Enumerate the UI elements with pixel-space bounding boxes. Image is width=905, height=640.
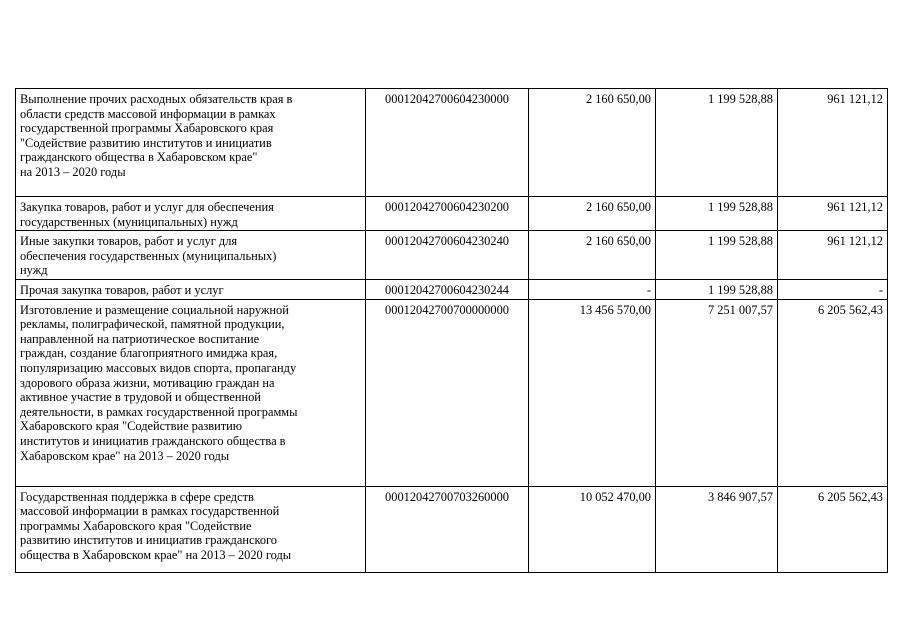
- row-name: Государственная поддержка в сфере средств массовой информации в рамках государственной программы Хабаровского края "Содействие развитию институтов и инициатив гражданского общества в Хабаровском крае" на 2013 – 2020 годы: [16, 486, 366, 572]
- table-row: [16, 486, 888, 572]
- table-row: [16, 231, 888, 280]
- row-name: Закупка товаров, работ и услуг для обеспечения государственных (муниципальных) нужд: [16, 197, 366, 231]
- table-row: [16, 299, 888, 486]
- row-name: Иные закупки товаров, работ и услуг для обеспечения государственных (муниципальных) нужд: [16, 231, 366, 280]
- row-approved: 2 160 650,00: [529, 231, 656, 280]
- row-remaining: 961 121,12: [778, 197, 888, 231]
- row-executed: 1 199 528,88: [656, 279, 778, 299]
- row-remaining: -: [778, 279, 888, 299]
- row-name: Выполнение прочих расходных обязательств края в области средств массовой информации в рамках государственной программы Хабаровского края "Содействие развитию институтов и инициатив гражданского общества в Хабаровском крае" на 2013 – 2020 годы: [16, 89, 366, 197]
- row-remaining: 961 121,12: [778, 89, 888, 197]
- table-row: [16, 197, 888, 231]
- row-code: 00012042700604230000: [366, 89, 529, 197]
- row-code: 00012042700700000000: [366, 299, 529, 486]
- row-executed: 1 199 528,88: [656, 197, 778, 231]
- row-remaining: 6 205 562,43: [778, 299, 888, 486]
- row-code: 00012042700703260000: [366, 486, 529, 572]
- row-code: 00012042700604230244: [366, 279, 529, 299]
- row-executed: 1 199 528,88: [656, 89, 778, 197]
- row-remaining: 6 205 562,43: [778, 486, 888, 572]
- table-row: [16, 89, 888, 197]
- row-approved: 2 160 650,00: [529, 89, 656, 197]
- row-approved: 10 052 470,00: [529, 486, 656, 572]
- row-approved: 13 456 570,00: [529, 299, 656, 486]
- row-approved: 2 160 650,00: [529, 197, 656, 231]
- row-executed: 1 199 528,88: [656, 231, 778, 280]
- row-name: Прочая закупка товаров, работ и услуг: [16, 279, 366, 299]
- budget-table: [15, 88, 888, 573]
- row-approved: -: [529, 279, 656, 299]
- row-code: 00012042700604230240: [366, 231, 529, 280]
- table-row: [16, 279, 888, 299]
- row-executed: 7 251 007,57: [656, 299, 778, 486]
- row-name: Изготовление и размещение социальной наружной рекламы, полиграфической, памятной продукции, направленной на патриотическое воспитание граждан, создание благоприятного имиджа края, популяризацию массовых видов спорта, пропаганду здорового образа жизни, мотивацию граждан на активное участие в трудовой и общественной деятельности, в рамках государственной программы Хабаровского края "Содействие развитию институтов и инициатив гражданского общества в Хабаровском крае" на 2013 – 2020 годы: [16, 299, 366, 486]
- row-remaining: 961 121,12: [778, 231, 888, 280]
- row-executed: 3 846 907,57: [656, 486, 778, 572]
- row-code: 00012042700604230200: [366, 197, 529, 231]
